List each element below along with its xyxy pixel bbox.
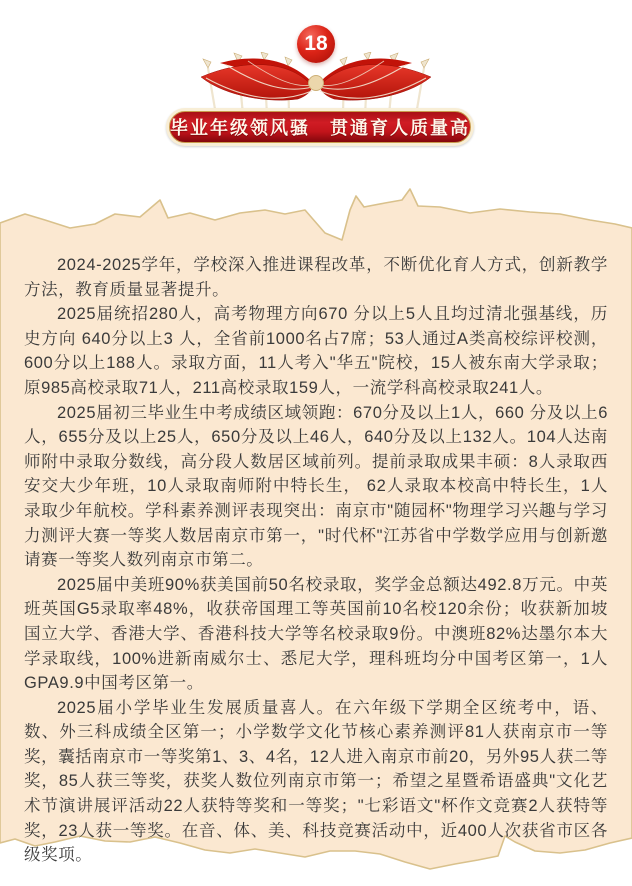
- title-banner-inner: [169, 111, 471, 143]
- center-knob-icon: [309, 76, 324, 91]
- paragraph-gaokao: 2025届统招280人，高考物理方向670 分以上5人且均过清北强基线，历史方向 640分以上3 人，全省前1000名占7席；53人通过A类高校综评校测，600分以上188人。录取方面，11人考入"华五"院校，15人被东南大学录取；原985高校录取71人，211高校录取159人，一流学科高校录取241人。: [24, 305, 608, 397]
- paragraph-international: 2025届中美班90%获美国前50名校录取，奖学金总额达492.8万元。中英班英国G5录取率48%，收获帝国理工等英国前10名校120余份；收获新加坡国立大学、香港大学、香港科技大学等名校录取9份。中澳班82%达墨尔本大学录取线，100%进新南威尔士、悉尼大学，理科班均分中国考区第一，1人GPA9.9中国考区第一。: [24, 575, 608, 693]
- page-title: 毕业年级领风骚 贯通育人质量高: [170, 118, 470, 138]
- paragraph-zhongkao: 2025届初三毕业生中考成绩区域领跑：670分及以上1人，660 分及以上6人，655分及以上25人，650分及以上46人，640分及以上132人。104人达南师附中录取分数线，高分段人数居区域前列。提前录取成果丰硕：8人录取西安交大少年班，10人录取南师附中特长生， 62人录取本校高中特长生，1人录取少年航校。学科素养测评表现突出：南京市"随园杯"物理学习兴趣与学习力测评大赛一等奖人数居南京市第一，"时代杯"江苏省中学数学应用与创新邀请赛一等奖人数列南京市第二。: [24, 403, 608, 570]
- title-banner: [166, 108, 474, 146]
- paragraph-intro: 2024-2025学年，学校深入推进课程改革，不断优化育人方式，创新教学方法，教育质量显著提升。: [24, 256, 608, 299]
- section-number: 18: [304, 32, 328, 55]
- paragraph-primary: 2025届小学毕业生发展质量喜人。在六年级下学期全区统考中，语、数、外三科成绩全区第一；小学数学文化节核心素养测评81人获南京市一等奖，囊括南京市一等奖第1、3、4名，12人进入南京市前20，另外95人获二等奖，85人获三等奖，获奖人数位列南京市第一；希望之星暨希语盛典"文化艺术节演讲展评活动22人获特等奖和一等奖；"七彩语文"杯作文竞赛2人获特等奖，23人获一等奖。在音、体、美、科技竞赛活动中，近400人次获省市区各级奖项。: [24, 698, 608, 865]
- article-body: [24, 253, 608, 868]
